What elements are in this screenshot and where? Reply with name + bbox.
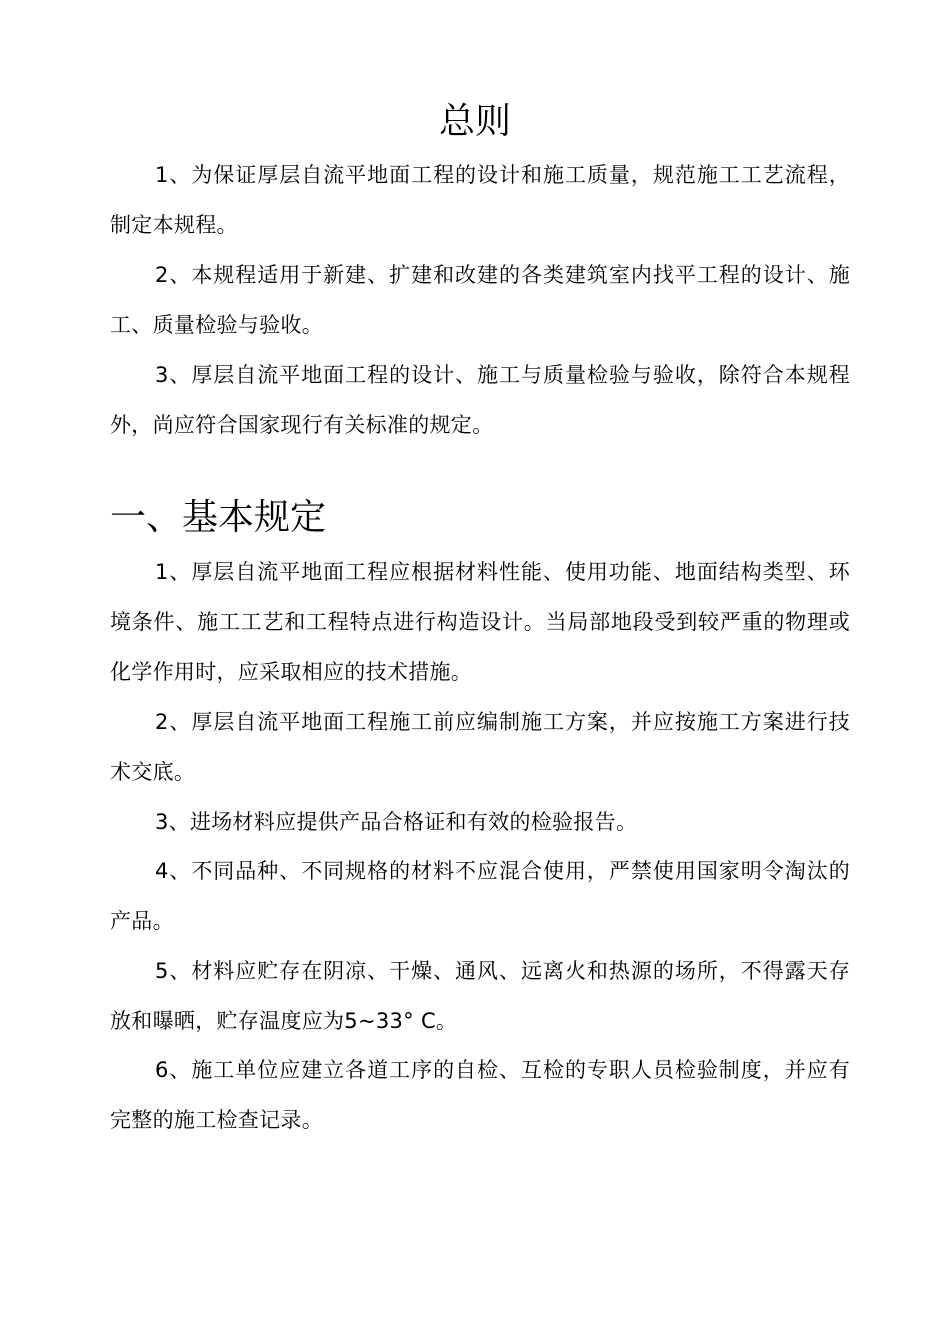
rule-paragraph-5: 5、材料应贮存在阴凉、干燥、通风、远离火和热源的场所，不得露天存放和曝晒，贮存温度应为5~33° C。 bbox=[110, 959, 850, 1033]
rule-paragraph-1: 1、厚层自流平地面工程应根据材料性能、使用功能、地面结构类型、环境条件、施工工艺和工程特点进行构造设计。当局部地段受到较严重的物理或化学作用时，应采取相应的技术措施。 bbox=[110, 560, 850, 684]
general-paragraph-3: 3、厚层自流平地面工程的设计、施工与质量检验与验收，除符合本规程外，尚应符合国家现行有关标准的规定。 bbox=[110, 363, 850, 437]
general-paragraph-2: 2、本规程适用于新建、扩建和改建的各类建筑室内找平工程的设计、施工、质量检验与验收。 bbox=[110, 263, 850, 337]
rule-paragraph-6: 6、施工单位应建立各道工序的自检、互检的专职人员检验制度，并应有完整的施工检查记录。 bbox=[110, 1058, 850, 1132]
page-title: 总则 bbox=[438, 101, 511, 142]
rule-paragraph-2: 2、厚层自流平地面工程施工前应编制施工方案，并应按施工方案进行技术交底。 bbox=[110, 710, 850, 784]
rule-paragraph-4: 4、不同品种、不同规格的材料不应混合使用，严禁使用国家明令淘汰的产品。 bbox=[110, 859, 850, 933]
rule-paragraph-3: 3、进场材料应提供产品合格证和有效的检验报告。 bbox=[155, 810, 638, 834]
section-heading: 一、基本规定 bbox=[110, 497, 327, 538]
general-paragraph-1: 1、为保证厚层自流平地面工程的设计和施工质量，规范施工工艺流程，制定本规程。 bbox=[110, 163, 850, 237]
